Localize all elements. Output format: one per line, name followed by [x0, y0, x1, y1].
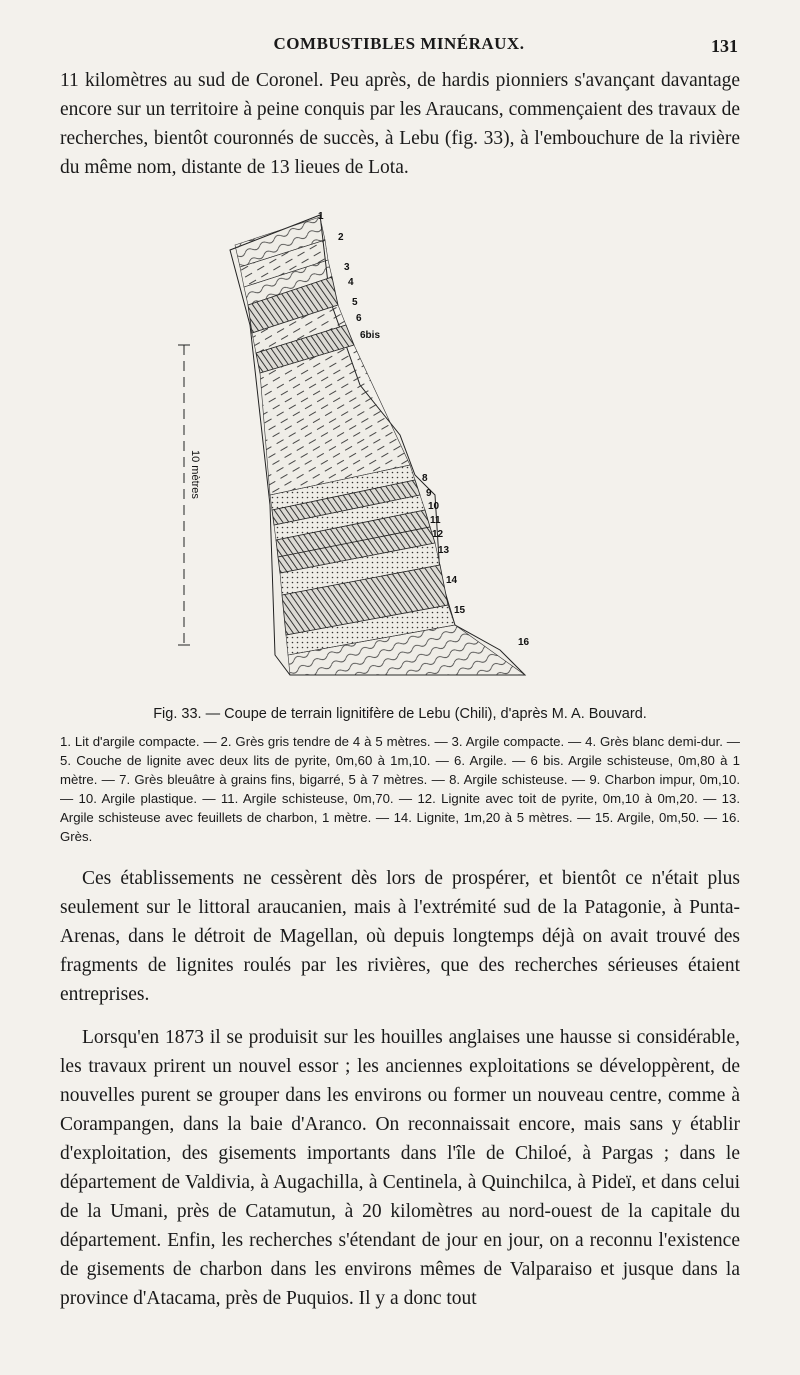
paragraph-bottom: Lorsqu'en 1873 il se produisit sur les houilles anglaises une hausse si considérable, les travaux prirent un nouvel essor ; les anciennes exploitations se développèrent, de nouvelles purent se grouper dans les environs ou former un nouveau centre, comme à Corampangen, dans la baie d'Aranco. On reconnaissait encore, mais sans y établir d'exploitation, des gisements importants dans l'île de Chiloé, à Pargas ; dans le département de Valdivia, à Augachilla, à Centinela, à Quinchilca, à Pideï, et dans celui de la Umani, près de Catamutun, à 20 kilomètres au nord-ouest de la capitale du département. Enfin, les recherches s'étendant de jour en jour, on a reconnu l'existence de gisements de charbon dans les environs mêmes de Valparaiso et jusque dans la province d'Atacama, près de Puquios. Il y a donc tout: [60, 1027, 740, 1309]
figure-caption: [60, 706, 740, 846]
geological-section-figure: [170, 205, 550, 705]
layer-label-11: 11: [430, 515, 441, 526]
layer-label-5: 5: [352, 297, 358, 308]
geological-section-drawing: [170, 205, 550, 705]
layer-label-12: 12: [432, 529, 444, 540]
layer-label-6bis: 6bis: [360, 330, 381, 341]
layer-label-8: 8: [422, 473, 428, 484]
page-header: [60, 34, 738, 60]
page-number: 131: [711, 36, 738, 56]
layer-label-9: 9: [426, 488, 432, 499]
layer-label-2: 2: [338, 232, 344, 243]
layer-label-13: 13: [438, 545, 450, 556]
paragraph-middle: Ces établissements ne cessèrent dès lors de prospérer, et bientôt ce n'était plus seulement sur le littoral araucanien, mais à l'extrémité sud de la Patagonie, à Punta-Arenas, dans le détroit de Magellan, où depuis longtemps déjà on avait trouvé des fragments de lignites roulés par les rivières, que des recherches sérieuses étaient entreprises.: [60, 868, 740, 1005]
caption-title: Fig. 33. — Coupe de terrain lignitifère de Lebu (Chili), d'après M. A. Bouvard.: [153, 706, 647, 722]
paragraph-top: 11 kilomètres au sud de Coronel. Peu après, de hardis pionniers s'avançant davantage encore sur un territoire à peine conquis par les Araucans, commençaient des travaux de recherches, bientôt couronnés de succès, à Lebu (fig. 33), à l'embouchure de la rivière du même nom, distante de 13 lieues de Lota.: [60, 70, 740, 178]
layer-label-1: 1: [318, 211, 324, 222]
layer-label-14: 14: [446, 575, 458, 586]
layer-label-3: 3: [344, 262, 350, 273]
running-head: COMBUSTIBLES MINÉRAUX.: [273, 34, 525, 53]
layer-label-15: 15: [454, 605, 466, 616]
caption-legend: 1. Lit d'argile compacte. — 2. Grès gris tendre de 4 à 5 mètres. — 3. Argile compacte. — 4. Grès blanc demi-dur. — 5. Couche de lignite avec deux lits de pyrite, 0m,60 à 1m,10. — 6. Argile. — 6 bis. Argile schisteuse, 0m,80 à 1 mètre. — 7. Grès bleuâtre à grains fins, bigarré, 5 à 7 mètres. — 8. Argile schisteuse. — 9. Charbon impur, 0m,10. — 10. Argile plastique. — 11. Argile schisteuse, 0m,70. — 12. Lignite avec toit de pyrite, 0m,10 à 0m,20. — 13. Argile schisteuse avec feuillets de charbon, 1 mètre. — 14. Lignite, 1m,20 à 5 mètres. — 15. Argile, 0m,50. — 16. Grès.: [60, 734, 740, 844]
layer-label-6: 6: [356, 313, 362, 324]
scale-label: 10 mètres: [189, 450, 201, 499]
layer-label-4: 4: [348, 277, 354, 288]
layer-label-16: 16: [518, 637, 530, 648]
layer-label-10: 10: [428, 501, 440, 512]
